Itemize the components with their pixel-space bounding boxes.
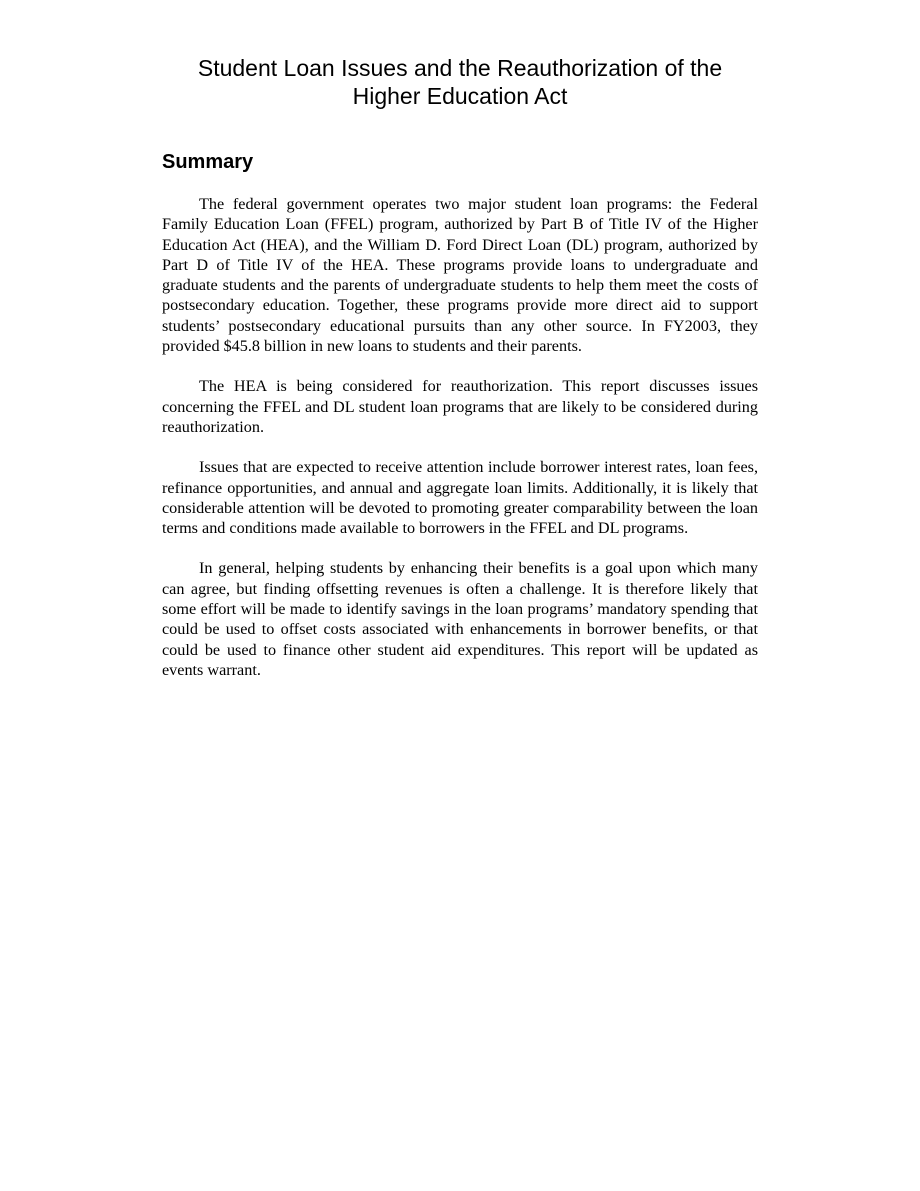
- summary-paragraph-3: Issues that are expected to receive attention include borrower interest rates, loan fees, refinance opportunities, and annual and aggregate loan limits. Additionally, it is likely that considerable attention will be devoted to promoting greater comparability between the loan terms and conditions made available to borrowers in the FFEL and DL programs.: [162, 458, 758, 538]
- document-title-line-2: Higher Education Act: [352, 83, 568, 109]
- summary-paragraph-4: In general, helping students by enhancing their benefits is a goal upon which many can agree, but finding offsetting revenues is often a challenge. It is therefore likely that some effort will be made to identify savings in the loan programs’ mandatory spending that could be used to offset costs associated with enhancements in borrower benefits, or that could be used to finance other student aid expenditures. This report will be updated as events warrant.: [162, 559, 758, 679]
- document-title: [162, 54, 758, 110]
- document-page: [162, 54, 758, 680]
- summary-paragraph-1: The federal government operates two major student loan programs: the Federal Family Education Loan (FFEL) program, authorized by Part B of Title IV of the Higher Education Act (HEA), and the William D. Ford Direct Loan (DL) program, authorized by Part D of Title IV of the HEA. These programs provide loans to undergraduate and graduate students and the parents of undergraduate students to help them meet the costs of postsecondary education. Together, these programs provide more direct aid to support students’ postsecondary educational pursuits than any other source. In FY2003, they provided $45.8 billion in new loans to students and their parents.: [162, 195, 758, 356]
- summary-heading: Summary: [162, 151, 254, 173]
- document-title-line-1: Student Loan Issues and the Reauthorization of the: [197, 55, 723, 81]
- summary-paragraph-2: The HEA is being considered for reauthorization. This report discusses issues concerning the FFEL and DL student loan programs that are likely to be considered during reauthorization.: [162, 377, 758, 436]
